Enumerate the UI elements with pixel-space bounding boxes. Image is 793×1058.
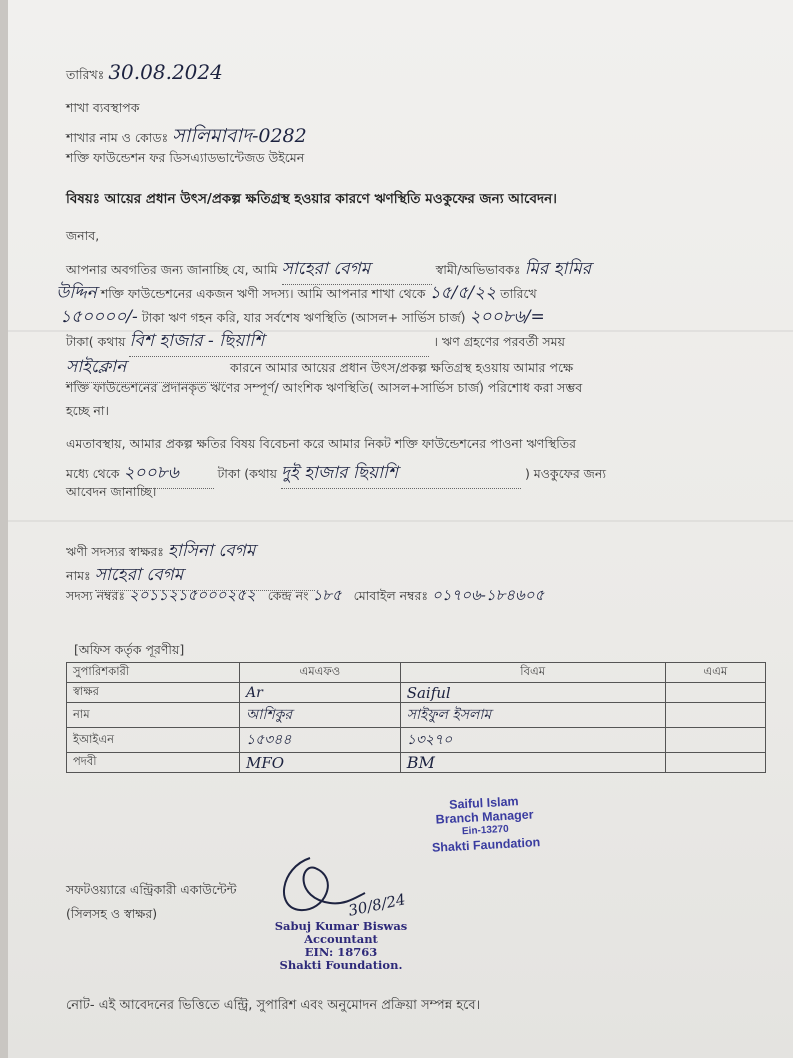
stamp-title: Branch Manager xyxy=(435,807,534,827)
date-label: তারিখঃ xyxy=(66,67,105,82)
para1-line7: হচ্ছে না। xyxy=(66,403,109,418)
fold-crease xyxy=(8,520,793,522)
para2-line1: এমতাবস্থায়, আমার প্রকল্প ক্ষতির বিষয় বিবেচনা করে আমার নিকট শক্তি ফাউন্ডেশনের পাওনা ঋণস্থিতির xyxy=(66,436,577,451)
loan-date: ১৫/৫/২২ xyxy=(429,283,497,303)
bm-ein: ১৩২৭০ xyxy=(400,728,665,753)
stamp-ein: Ein-13270 xyxy=(461,823,509,838)
organization-line: শক্তি ফাউন্ডেশন ফর ডিসএ্যাডভান্টেজড উইমেন xyxy=(66,150,305,165)
mfo-title: MFO xyxy=(240,753,401,773)
mfo-ein: ১৫৩৪৪ xyxy=(240,728,401,753)
center-number: ১৮৫ xyxy=(312,586,342,604)
accountant-signature-icon xyxy=(270,848,390,928)
table-cell xyxy=(665,703,765,728)
applicant-name: সাহেরা বেগম xyxy=(282,256,432,285)
mobile-label: মোবাইল নম্বরঃ xyxy=(353,588,429,603)
balance-amount: ২০০৮৬/= xyxy=(469,307,545,327)
stamp-org: Shakti Faundation xyxy=(431,835,541,855)
table-row xyxy=(67,683,766,703)
member-id-line xyxy=(66,584,544,609)
member-signature: হাসিনা বেগম xyxy=(167,541,256,561)
office-table xyxy=(66,662,766,773)
para1-text: টাকা ঋণ গহন করি, যার সর্বশেষ ঋণস্থিতি (আসল+ সার্ভিস চার্জ) xyxy=(141,310,466,325)
accountant-sign-date: 30/8/24 xyxy=(346,890,408,920)
row-label: নাম xyxy=(67,703,240,728)
member-name: সাহেরা বেগম xyxy=(95,562,315,591)
accountant-seal-label: (সিলসহ ও স্বাক্ষর) xyxy=(66,906,158,921)
waive-words: দুই হাজার ছিয়াশি xyxy=(281,460,521,489)
para2-text: টাকা (কথায় xyxy=(217,466,277,481)
para1-text: কারনে আমার আয়ের প্রধান উৎস/প্রকল্প ক্ষতিগ্রস্থ হওয়ায় আমার পক্ষে xyxy=(229,360,574,375)
member-signature-label: ঋণী সদস্যর স্বাক্ষরঃ xyxy=(66,544,164,559)
guardian-name: মির হামির xyxy=(524,259,592,279)
table-row xyxy=(67,728,766,753)
member-id-label: সদস্য নম্বরঃ xyxy=(66,588,126,603)
mfo-name: আশিকুর xyxy=(240,703,401,728)
member-id: ২০১১২১৫০০০২৫২ xyxy=(129,586,256,604)
center-label: কেন্দ্র নং xyxy=(267,588,309,603)
guardian-name-cont: উদ্দিন xyxy=(56,283,97,303)
row-label: পদবী xyxy=(67,753,240,773)
branch-label: শাখার নাম ও কোডঃ xyxy=(66,130,169,145)
table-cell xyxy=(665,753,765,773)
para2-line3: আবেদন জানাচ্ছি। xyxy=(66,484,157,499)
footer-note: নোট- এই আবেদনের ভিত্তিতে এন্ট্রি, সুপারিশ এবং অনুমোদন প্রক্রিয়া সম্পন্ন হবে। xyxy=(66,998,481,1013)
row-label: ইআইএন xyxy=(67,728,240,753)
stamp-name: Sabuj Kumar Biswas xyxy=(274,919,408,933)
member-name-label: নামঃ xyxy=(66,568,91,583)
stamp-title: Accountant xyxy=(304,932,378,946)
table-header: সুপারিশকারী xyxy=(67,663,240,683)
addressee-title: শাখা ব্যবস্থাপক xyxy=(66,100,140,115)
para1-text: টাকা( কথায় xyxy=(66,334,126,349)
para1-text: আপনার অবগতির জন্য জানাচ্ছি যে, আমি xyxy=(66,262,278,277)
table-row xyxy=(67,703,766,728)
stamp-name: Saiful Islam xyxy=(448,794,519,812)
accountant-stamp xyxy=(246,920,436,972)
para1-text: শক্তি ফাউন্ডেশনের একজন ঋণী সদস্য। আমি আপনার শাখা থেকে xyxy=(100,286,426,301)
salutation: জনাব, xyxy=(66,228,100,243)
table-row xyxy=(67,753,766,773)
branch-value: সালিমাবাদ-0282 xyxy=(172,125,307,147)
para2-text: ) মওকুফের জন্য xyxy=(524,466,606,481)
stamp-ein: EIN: 18763 xyxy=(304,945,378,959)
date-line xyxy=(66,60,223,87)
waive-amount: ২০০৮৬ xyxy=(124,460,214,489)
table-header: এমএফও xyxy=(240,663,401,683)
guardian-label: স্বামী/অভিভাবকঃ xyxy=(435,262,521,277)
bm-stamp xyxy=(409,792,562,856)
table-row xyxy=(67,663,766,683)
table-header: বিএম xyxy=(400,663,665,683)
loan-amount: ১৫০০০০/- xyxy=(60,307,138,327)
para1-line4 xyxy=(66,328,565,357)
bm-signature: Saiful xyxy=(400,683,665,703)
date-value: 30.08.2024 xyxy=(108,60,223,84)
subject-line: বিষয়ঃ আয়ের প্রধান উৎস/প্রকল্প ক্ষতিগ্রস্থ হওয়ার কারণে ঋণস্থিতি মওকুফের জন্য আবেদন। xyxy=(66,191,557,207)
mobile-number: ০১৭০৬-১৮৪৬০৫ xyxy=(432,586,545,604)
stamp-org: Shakti Foundation. xyxy=(279,958,403,972)
table-cell xyxy=(665,728,765,753)
para1-line5 xyxy=(66,354,573,383)
bm-name: সাইফুল ইসলাম xyxy=(400,703,665,728)
accountant-label: সফটওয়্যারে এন্ট্রিকারী একাউন্টেন্ট xyxy=(66,882,237,897)
bm-title: BM xyxy=(400,753,665,773)
damage-reason: সাইক্লোন xyxy=(66,354,226,383)
table-cell xyxy=(665,683,765,703)
para1-text: । ঋণ গ্রহণের পরবর্তী সময় xyxy=(433,334,565,349)
balance-words: বিশ হাজার - ছিয়াশি xyxy=(129,328,429,357)
mfo-signature: Ar xyxy=(240,683,401,703)
office-section-title: [অফিস কর্তৃক পূরণীয়] xyxy=(74,642,185,657)
para2-text: মধ্যে থেকে xyxy=(66,466,120,481)
para1-text: তারিখে xyxy=(500,286,537,301)
table-header: এএম xyxy=(665,663,765,683)
para1-line6: শক্তি ফাউন্ডেশনের প্রদানকৃত ঋণের সম্পূর্ণ/ আংশিক ঋণস্থিতি( আসল+সার্ভিস চার্জ) পরিশোধ করা সম্ভব xyxy=(66,380,583,395)
row-label: স্বাক্ষর xyxy=(67,683,240,703)
